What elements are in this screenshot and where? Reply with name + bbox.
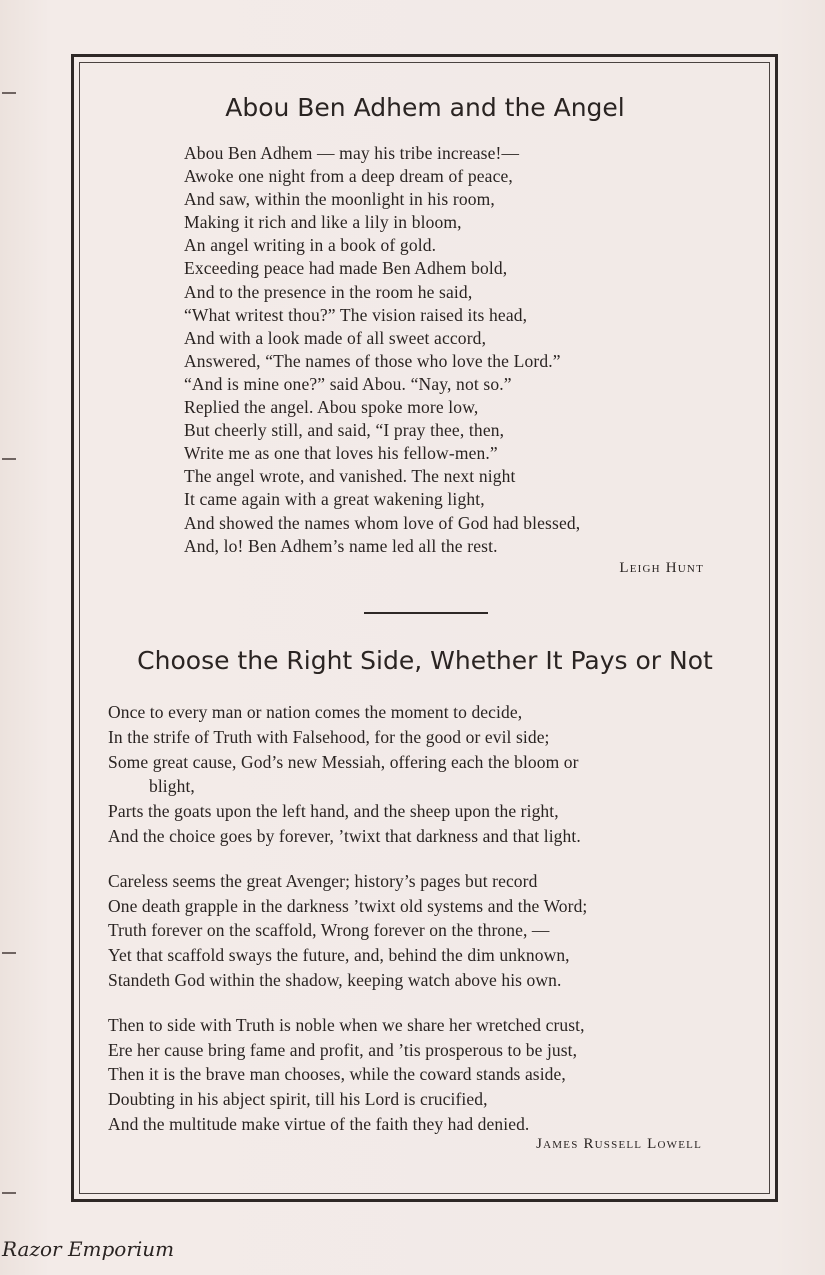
poem-line: An angel writing in a book of gold. (184, 235, 437, 256)
poem-line: And with a look made of all sweet accord, (184, 327, 487, 348)
stanza (108, 1013, 758, 1137)
poem-line: And to the presence in the room he said, (184, 281, 473, 302)
poem-title: Abou Ben Adhem and the Angel (225, 93, 625, 122)
poem-line: blight, (149, 776, 195, 797)
poem-line: Awoke one night from a deep dream of peace, (184, 166, 513, 187)
poem-line: And showed the names whom love of God had blessed, (184, 512, 581, 533)
poem-line: In the strife of Truth with Falsehood, for the good or evil side; (108, 726, 550, 747)
poem-line: Write me as one that loves his fellow-men.” (184, 443, 498, 464)
poem-line: The angel wrote, and vanished. The next night (184, 466, 516, 487)
watermark: Razor Emporium (2, 1237, 175, 1261)
poem-line: One death grapple in the darkness ’twixt old systems and the Word; (108, 895, 588, 916)
poem-line: Yet that scaffold sways the future, and, behind the dim unknown, (108, 945, 570, 966)
stanza (108, 700, 758, 849)
poem-line: “And is mine one?” said Abou. “Nay, not so.” (184, 373, 512, 394)
poem-line: It came again with a great wakening light, (184, 489, 485, 510)
poem-line: “What writest thou?” The vision raised its head, (184, 304, 528, 325)
poem-line: Standeth God within the shadow, keeping watch above his own. (108, 969, 562, 990)
poem-line: Replied the angel. Abou spoke more low, (184, 397, 479, 418)
poem-line: And the multitude make virtue of the faith they had denied. (108, 1113, 530, 1134)
poem-author: Leigh Hunt (619, 560, 704, 576)
poem-line: Doubting in his abject spirit, till his Lord is crucified, (108, 1089, 488, 1110)
poem-body (108, 700, 758, 1157)
poem-title: Choose the Right Side, Whether It Pays or Not (137, 646, 713, 675)
poem-line: Parts the goats upon the left hand, and the sheep upon the right, (108, 801, 559, 822)
poem-line: And saw, within the moonlight in his room, (184, 189, 495, 210)
stanza (108, 869, 758, 993)
section-divider (364, 612, 488, 614)
poem-line: Then to side with Truth is noble when we share her wretched crust, (108, 1014, 585, 1035)
poem-line: Ere her cause bring fame and profit, and ’tis prosperous to be just, (108, 1039, 578, 1060)
poem-line: But cheerly still, and said, “I pray thee, then, (184, 420, 505, 441)
poem-line: Truth forever on the scaffold, Wrong forever on the throne, — (108, 920, 550, 941)
poem-body (184, 142, 724, 558)
poem-line: Exceeding peace had made Ben Adhem bold, (184, 258, 508, 279)
poem-line: And, lo! Ben Adhem’s name led all the rest. (184, 535, 498, 556)
poem-line: Abou Ben Adhem — may his tribe increase!— (184, 143, 520, 163)
poem-line: Some great cause, God’s new Messiah, offering each the bloom or (108, 751, 579, 772)
poem-line: Making it rich and like a lily in bloom, (184, 212, 462, 233)
poem-line: And the choice goes by forever, ’twixt that darkness and that light. (108, 825, 581, 846)
poem-line: Careless seems the great Avenger; history’s pages but record (108, 870, 538, 891)
poem-author: James Russell Lowell (536, 1136, 702, 1152)
poem-line: Once to every man or nation comes the moment to decide, (108, 702, 523, 722)
poem-line: Then it is the brave man chooses, while the coward stands aside, (108, 1064, 566, 1085)
poem-line: Answered, “The names of those who love the Lord.” (184, 350, 561, 371)
